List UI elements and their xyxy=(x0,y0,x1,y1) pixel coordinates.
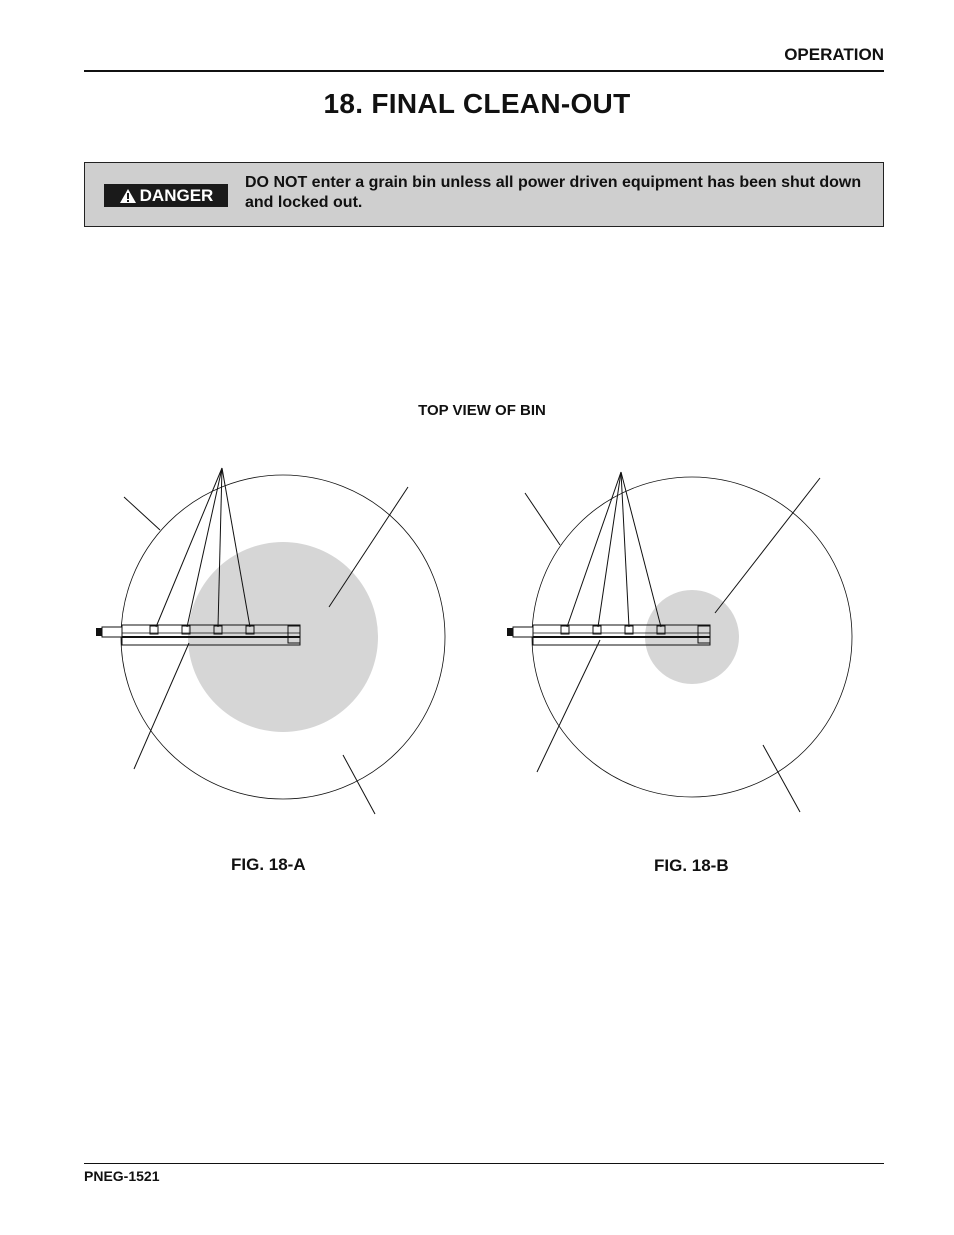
figure-heading: TOP VIEW OF BIN xyxy=(418,402,546,419)
header-rule xyxy=(84,70,884,72)
section-label: OPERATION xyxy=(784,45,884,64)
fig-caption-18b: FIG. 18-B xyxy=(654,856,729,875)
footer-rule xyxy=(84,1163,884,1164)
fig-18a-drawing xyxy=(96,468,445,814)
fig-18b-drawing xyxy=(507,472,852,812)
page-title: 18. FINAL CLEAN-OUT xyxy=(323,88,631,119)
doc-number: PNEG-1521 xyxy=(84,1168,160,1184)
danger-message: DO NOT enter a grain bin unless all power driven equipment has been shut down and locked out. xyxy=(245,174,862,211)
danger-box xyxy=(84,162,884,227)
fig-caption-18a: FIG. 18-A xyxy=(231,855,306,874)
danger-badge xyxy=(104,184,228,207)
bin-top-view-diagram xyxy=(0,440,954,840)
danger-badge-label: DANGER xyxy=(139,185,214,205)
warning-triangle-icon xyxy=(119,188,137,204)
